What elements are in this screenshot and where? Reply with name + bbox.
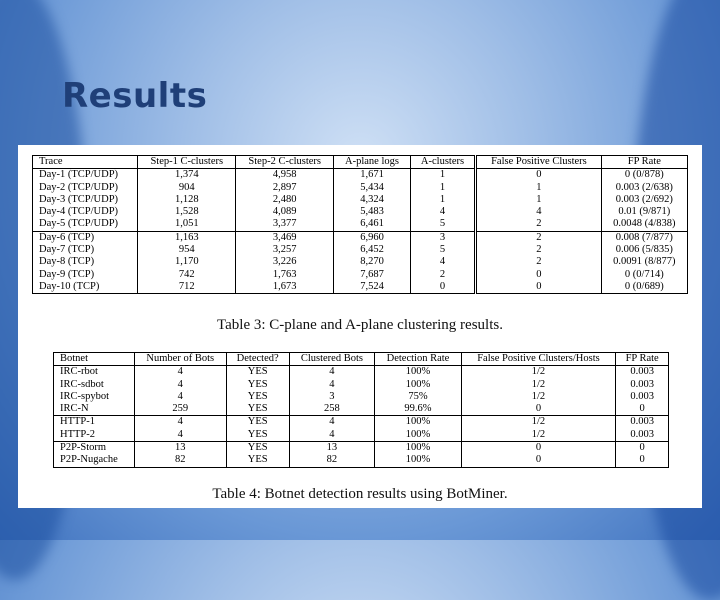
column-header: Botnet [54, 353, 135, 366]
table-cell: Day-4 (TCP/UDP) [33, 206, 138, 218]
table-row [33, 244, 688, 256]
table-cell: 82 [134, 454, 226, 467]
table-cell: 0 [639, 403, 645, 415]
table-cell: 259 [134, 403, 226, 416]
column-header: False Positive Clusters [476, 156, 601, 169]
table-cell: 0.0091 (8/877) [613, 256, 676, 268]
table-cell: P2P-Storm [54, 442, 135, 455]
table-cell: 100% [375, 416, 461, 429]
table-cell: 4 [410, 206, 475, 218]
table-cell: 0 [639, 454, 645, 466]
table-cell: 1,170 [138, 256, 236, 268]
column-header: Detected? [226, 353, 289, 366]
table-cell: 2 [476, 256, 601, 268]
table-caption: Table 4: Botnet detection results using BotMiner. [212, 486, 508, 502]
table-cell: 1,128 [138, 194, 236, 206]
table-cell: 0 [461, 454, 616, 467]
table-cell: 1/2 [461, 429, 616, 442]
table-cell: 3,469 [236, 231, 334, 244]
table-cell: 100% [375, 379, 461, 391]
table-cell: HTTP-2 [54, 429, 135, 442]
table-cell: 1 [410, 182, 475, 194]
table-cell: 0 [410, 281, 475, 294]
table-cell: 4 [134, 416, 226, 429]
table-cell: 3,377 [236, 218, 334, 231]
table-cell: 0 (0/689) [624, 280, 664, 292]
table-row [33, 256, 688, 268]
table-cell: YES [226, 429, 289, 442]
table-row [33, 194, 688, 206]
table-cell: YES [226, 366, 289, 379]
table-cell: 0 [476, 281, 601, 294]
table-cell: 5 [410, 244, 475, 256]
table-row [33, 281, 688, 294]
table-cell: YES [226, 454, 289, 467]
table-row [54, 454, 669, 467]
table-cell: 0.003 [630, 366, 654, 378]
table-cell: 2 [476, 231, 601, 244]
table-cell: Day-1 (TCP/UDP) [33, 169, 138, 182]
table-cell: 4 [476, 206, 601, 218]
column-header: A-plane logs [334, 156, 411, 169]
results-image-panel [18, 145, 702, 508]
table-row [33, 206, 688, 218]
table-cell: 1/2 [461, 416, 616, 429]
table-header-row [54, 353, 669, 366]
table-cell: IRC-spybot [54, 391, 135, 403]
table-cell: 1 [410, 169, 475, 182]
table-cell: Day-8 (TCP) [33, 256, 138, 268]
table-cell: 4 [134, 429, 226, 442]
table-row [54, 442, 669, 455]
table-cell: 1 [476, 182, 601, 194]
table-cell: Day-3 (TCP/UDP) [33, 194, 138, 206]
table-cell: 5,434 [334, 182, 411, 194]
table-row [33, 231, 688, 244]
table-cell: 100% [375, 429, 461, 442]
table-cell: 6,960 [334, 231, 411, 244]
table-cell: 5,483 [334, 206, 411, 218]
table-cell: 4 [289, 416, 375, 429]
table-cell: Day-9 (TCP) [33, 269, 138, 281]
table-cell: YES [226, 442, 289, 455]
column-header: Detection Rate [375, 353, 461, 366]
table-cell: 4 [289, 429, 375, 442]
table-cell: 0 (0/714) [624, 268, 664, 280]
table-cell: 0.003 [630, 428, 654, 440]
column-header: Trace [33, 156, 138, 169]
table-cell: 6,452 [334, 244, 411, 256]
table-cell: 0 (0/878) [624, 169, 664, 181]
table-cell: 4 [134, 391, 226, 403]
table-cell: 4 [289, 379, 375, 391]
table-cell: 0 [476, 269, 601, 281]
table-cell: IRC-rbot [54, 366, 135, 379]
table-row [54, 416, 669, 429]
table-header-row [33, 156, 688, 169]
table-cell: 742 [138, 269, 236, 281]
table-cell: 258 [289, 403, 375, 416]
table-cell: 0.008 (7/877) [601, 231, 687, 244]
table-cell: 2,897 [236, 182, 334, 194]
table-cell: 0 [461, 403, 616, 416]
table-cell: Day-5 (TCP/UDP) [33, 218, 138, 231]
column-header: A-clusters [410, 156, 475, 169]
table-cell: 0.003 (2/692) [615, 193, 673, 205]
table-cell: 4 [134, 366, 226, 379]
table-cell: 712 [138, 281, 236, 294]
table-cell: 1,673 [236, 281, 334, 294]
table-cell: YES [226, 416, 289, 429]
table-cell: 7,524 [334, 281, 411, 294]
table-cell: 4,958 [236, 169, 334, 182]
table-caption: Table 3: C-plane and A-plane clustering results. [217, 317, 503, 333]
botnet-detection-table [53, 352, 669, 468]
table-cell: YES [226, 379, 289, 391]
table-cell: P2P-Nugache [54, 454, 135, 467]
table-cell: 1 [410, 194, 475, 206]
table-cell: YES [226, 403, 289, 416]
table-cell: 1 [476, 194, 601, 206]
table-cell: 8,270 [334, 256, 411, 268]
table-cell: 0.003 [630, 378, 654, 390]
column-header: Step-1 C-clusters [138, 156, 236, 169]
table-row [54, 379, 669, 391]
table-row [54, 391, 669, 403]
table-cell: 0.01 (9/871) [618, 206, 671, 218]
table-row [54, 429, 669, 442]
table-cell: 100% [375, 366, 461, 379]
table-cell: 1,051 [138, 218, 236, 231]
table-cell: 100% [375, 442, 461, 455]
table-cell: 1,528 [138, 206, 236, 218]
table-cell: 6,461 [334, 218, 411, 231]
table-row [33, 182, 688, 194]
table-cell: 3 [289, 391, 375, 403]
slide-title: Results [62, 76, 208, 116]
table-cell: 4 [134, 379, 226, 391]
table-cell: 1,163 [138, 231, 236, 244]
table-cell: 99.6% [375, 403, 461, 416]
table-cell: 4 [289, 366, 375, 379]
table-cell: 4,089 [236, 206, 334, 218]
table-cell: Day-2 (TCP/UDP) [33, 182, 138, 194]
table-cell: 1,763 [236, 269, 334, 281]
table-cell: 4,324 [334, 194, 411, 206]
table-cell: Day-6 (TCP) [33, 231, 138, 244]
column-header: False Positive Clusters/Hosts [461, 353, 616, 366]
table-cell: 3,257 [236, 244, 334, 256]
table-cell: 954 [138, 244, 236, 256]
table-row [54, 366, 669, 379]
table-cell: 7,687 [334, 269, 411, 281]
table-cell: 75% [375, 391, 461, 403]
table-cell: 2 [410, 269, 475, 281]
table-cell: 1/2 [461, 379, 616, 391]
clustering-results-table [32, 155, 688, 294]
table-cell: 82 [289, 454, 375, 467]
table-cell: 1,671 [334, 169, 411, 182]
table-cell: 2 [476, 218, 601, 231]
table-cell: 100% [375, 454, 461, 467]
table-cell: 13 [134, 442, 226, 455]
table-cell: 13 [289, 442, 375, 455]
table-cell: IRC-sdbot [54, 379, 135, 391]
table-cell: 0 [461, 442, 616, 455]
table-cell: 3,226 [236, 256, 334, 268]
table-row [33, 218, 688, 231]
table-cell: 5 [410, 218, 475, 231]
table-cell: Day-10 (TCP) [33, 281, 138, 294]
table-cell: 0.006 (5/835) [615, 244, 673, 256]
column-header: Step-2 C-clusters [236, 156, 334, 169]
table-cell: 1/2 [461, 366, 616, 379]
table-cell: 0 [476, 169, 601, 182]
table-cell: 3 [410, 231, 475, 244]
column-header: Number of Bots [134, 353, 226, 366]
table-cell: 0.0048 (4/838) [613, 218, 676, 230]
table-row [33, 169, 688, 182]
table-cell: Day-7 (TCP) [33, 244, 138, 256]
table-cell: 0.003 [616, 416, 669, 429]
table-cell: 1/2 [461, 391, 616, 403]
table-cell: 2,480 [236, 194, 334, 206]
table-cell: 4 [410, 256, 475, 268]
table-cell: YES [226, 391, 289, 403]
table-cell: 0.003 [630, 390, 654, 402]
table-row [54, 403, 669, 416]
table-cell: 904 [138, 182, 236, 194]
column-header: Clustered Bots [289, 353, 375, 366]
table-cell: IRC-N [54, 403, 135, 416]
table-cell: 2 [476, 244, 601, 256]
table-cell: 0.003 (2/638) [615, 181, 673, 193]
table-cell: 0 [616, 442, 669, 455]
table-row [33, 269, 688, 281]
table-cell: HTTP-1 [54, 416, 135, 429]
column-header: FP Rate [601, 156, 687, 169]
column-header: FP Rate [616, 353, 669, 366]
table-cell: 1,374 [138, 169, 236, 182]
